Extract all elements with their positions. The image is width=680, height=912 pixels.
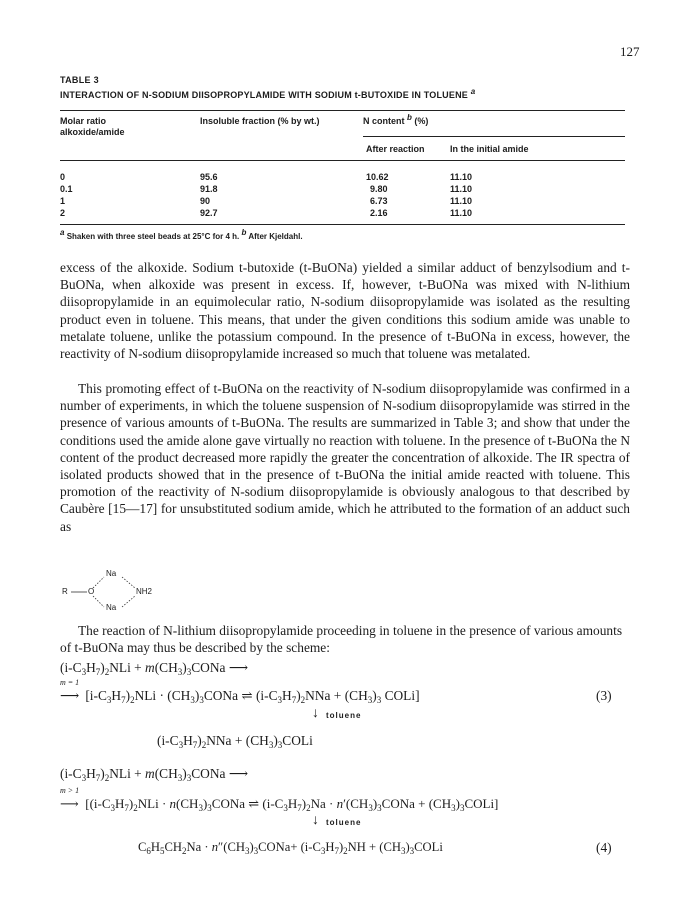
paragraph-1: excess of the alkoxide. Sodium t-butoxide (t-BuONa) yielded a similar adduct of benzylsodium and t-BuONa, when alkoxide was present in excess. If, however, t-BuONa was mixed with N-lithium diisopropylamide in an equimolecular ratio, N-sodium diisopropylamide was isolated as the resulting product even in toluene. This means, that under the given conditions this sodium amide was unable to metalate toluene, unlike the potassium compound. In the presence of t-BuONa in excess, however, the reactivity of N-sodium diisopropylamide increased so much that toluene was metalated. <box>60 260 630 362</box>
equation-3-number: (3) <box>596 688 612 703</box>
cell-ratio: 1 <box>60 196 66 206</box>
header-n-content <box>363 113 429 127</box>
page-number: 127 <box>620 44 640 59</box>
adduct-r: R <box>62 587 68 596</box>
adduct-o: O <box>88 587 95 596</box>
cell-after: 9.80 <box>370 184 388 194</box>
header-after-reaction: After reaction <box>366 144 425 154</box>
cell-ratio: 2 <box>60 208 66 218</box>
cell-initial: 11.10 <box>450 184 473 194</box>
n-content-footnote-mark: b <box>407 113 412 122</box>
cell-initial: 11.10 <box>450 208 473 218</box>
equation-4-number: (4) <box>596 840 612 855</box>
cell-insoluble: 91.8 <box>200 184 218 194</box>
footnote-a-mark: a <box>60 228 65 237</box>
cell-initial: 11.10 <box>450 196 473 206</box>
equation-3-reactants: $(i-C_3H_7)_2NLi$ + $m(CH_3)_3CONa$ ⟶ <box>60 660 249 677</box>
equation-4-solvent: toluene <box>326 818 362 827</box>
equation-4-reactants: $(i-C_3H_7)_2NLi$ + $m(CH_3)_3CONa$ ⟶ <box>60 766 249 783</box>
cell-insoluble: 95.6 <box>200 172 218 182</box>
equation-4-arrow: ↓ <box>312 813 319 828</box>
equation-3-arrow: ↓ <box>312 706 319 721</box>
cell-ratio: 0.1 <box>60 184 73 194</box>
header-molar-ratio: Molar ratio alkoxide/amide <box>60 116 125 137</box>
cell-insoluble: 90 <box>200 196 211 206</box>
footnote-a: Shaken with three steel beads at 25°C for 4 h. <box>66 232 240 241</box>
adduct-nh2: NH2 <box>136 587 153 596</box>
header-insoluble: Insoluble fraction (% by wt.) <box>200 116 320 126</box>
table-subheader-rule <box>363 136 625 137</box>
table-header-rule <box>60 160 625 161</box>
paragraph-1-block <box>60 259 630 362</box>
header-initial-amide: In the initial amide <box>450 144 529 154</box>
cell-after: 10.62 <box>366 172 389 182</box>
table-caption <box>60 87 476 100</box>
paragraph-2: This promoting effect of t-BuONa on the reactivity of N-sodium diisopropylamide was confirmed in a number of experiments, in which the toluene suspension of N-sodium diisopropylamide was stirred in the presence of various amounts of t-BuONa. The results are summarized in Table 3; and show that under the conditions used the amide alone gave virtually no reaction with toluene. In the presence of t-BuONa the N content of the product decreased more rapidly the greater the concentration of alkoxide. The IR spectra of isolated products showed that in the presence of t-BuONa the initial amide reacted with toluene. This promotion of the reactivity of N-sodium diisopropylamide is obviously analogous to that described by Caubère [15—17] for unsubstituted sodium amide, which he attributed to the formation of an adduct such as <box>60 381 630 534</box>
header-n-content-unit: (%) <box>414 116 429 126</box>
paragraph-3-block <box>60 622 630 656</box>
condition-m-equals-1: m = 1 <box>60 678 80 687</box>
header-n-content-label: N content <box>363 116 405 126</box>
cell-insoluble: 92.7 <box>200 208 218 218</box>
adduct-structure <box>60 565 260 615</box>
equation-4-products: $C_6H_5CH_2Na$ · $n''(CH_3)_3CONa+ (i-C_3H_7)_2NH$ + $(CH_3)_3COLi$ <box>138 840 443 856</box>
cell-after: 2.16 <box>370 208 388 218</box>
equation-3-products: $(i-C_3H_7)_2NNa$ + $(CH_3)_3COLi$ <box>157 733 313 750</box>
table-top-rule <box>60 110 625 111</box>
table-bottom-rule <box>60 224 625 225</box>
cell-initial: 11.10 <box>450 172 473 182</box>
adduct-na-top: Na <box>106 569 117 578</box>
table-label: TABLE 3 <box>60 75 99 85</box>
paragraph-3: The reaction of N-lithium diisopropylamide proceeding in toluene in the presence of various amounts of t-BuONa may thus be described by the scheme: <box>60 623 623 656</box>
equation-4-line: m > 1 ⟶ [$(i-C_3H_7)_2NLi$ · $n(CH_3)_3CONa$ ⇌ $(i-C_3H_7)_2Na$ · $n'(CH_3)_3CONa$ + $(CH_3)_3COLi$] <box>60 786 499 813</box>
equation-3-solvent: toluene <box>326 711 362 720</box>
cell-ratio: 0 <box>60 172 66 182</box>
footnote-b-mark: b <box>241 228 247 237</box>
condition-m-greater-1: m > 1 <box>60 786 80 795</box>
table-footnotes <box>60 228 303 241</box>
caption-footnote-mark: a <box>470 87 476 96</box>
table-caption-text: INTERACTION OF N-SODIUM DIISOPROPYLAMIDE WITH SODIUM t-BUTOXIDE IN TOLUENE <box>60 90 468 100</box>
cell-after: 6.73 <box>370 196 388 206</box>
paragraph-2-block <box>60 380 630 535</box>
adduct-na-bottom: Na <box>106 603 117 612</box>
footnote-b: After Kjeldahl. <box>248 232 303 241</box>
equation-3-line: m = 1 ⟶ $[i-C_3H_7)_2NLi$ · $(CH_3)_3CONa$ ⇌ $(i-C_3H_7)_2NNa + (CH_3)_3$ COLi] <box>60 678 420 705</box>
